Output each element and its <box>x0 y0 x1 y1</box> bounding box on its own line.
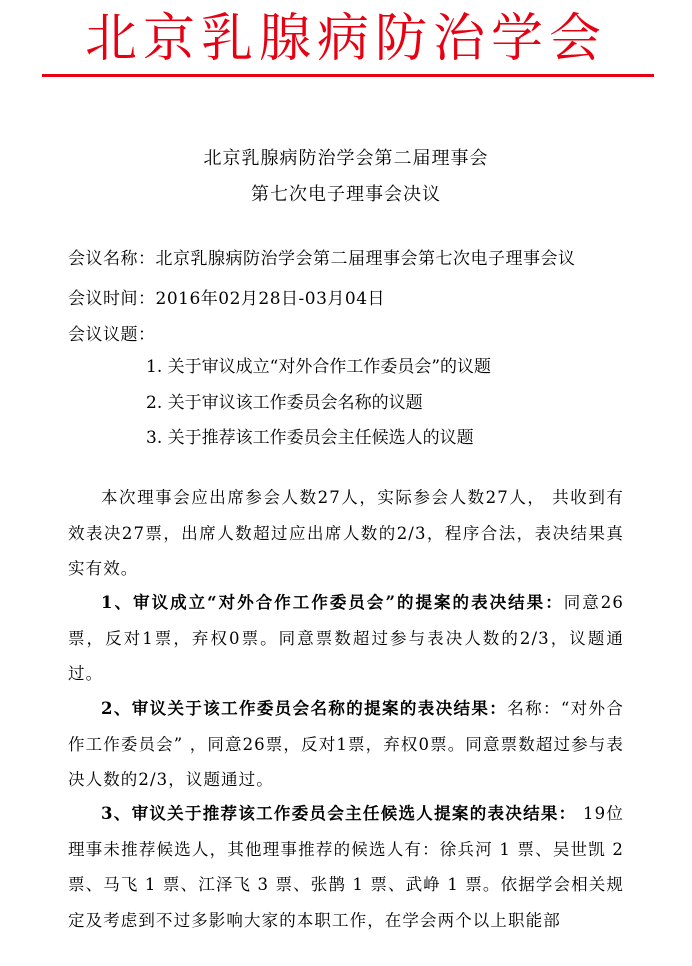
document-title-line-1: 北京乳腺病防治学会第二届理事会 <box>203 148 489 169</box>
meeting-time: 会议时间：2016年02月28日-03月04日 <box>68 289 386 309</box>
letterhead-org-name: 北京乳腺病防治学会 <box>84 9 607 69</box>
result-paragraph-1 <box>68 585 624 692</box>
result-text-3: 19位理事未推荐候选人，其他理事推荐的候选人有：徐兵河 1 票、吴世凯 2 票、马飞 1 票、江泽飞 3 票、张鹊 1 票、武峥 1 票。依据学会相关规定及考虑到不过多影响大家的本职工作，在学会两个以上职能部 <box>68 804 625 930</box>
result-heading-1: 1、审议成立“对外合作工作委员会”的提案的表决结果： <box>101 593 564 612</box>
topic-item: 2. 关于审议该工作委员会名称的议题 <box>146 393 423 413</box>
result-text-1: 同意26票，反对1票，弃权0票。同意票数超过参与表决人数的2/3，议题通过。 <box>68 593 624 683</box>
topics-label: 会议议题： <box>68 325 156 345</box>
meeting-name: 会议名称：北京乳腺病防治学会第二届理事会第七次电子理事会议 <box>68 249 576 269</box>
result-paragraph-3 <box>68 796 624 938</box>
result-text-2: 名称：“对外合作工作委员会” ，同意26票，反对1票，弃权0票。同意票数超过参与表决人数的2/3，议题通过。 <box>68 699 624 789</box>
document-title-line-2: 第七次电子理事会决议 <box>251 184 441 205</box>
attendance-summary: 本次理事会应出席参会人数27人，实际参会人数27人， 共收到有效表决27票，出席人数超过应出席人数的2/3，程序合法，表决结果真实有效。 <box>68 488 624 578</box>
result-paragraph-2 <box>68 691 624 798</box>
result-heading-3: 3、审议关于推荐该工作委员会主任候选人提案的表决结果： <box>101 804 577 823</box>
topic-item: 1. 关于审议成立“对外合作工作委员会”的议题 <box>146 357 492 377</box>
letterhead-divider <box>42 74 654 77</box>
topic-item: 3. 关于推荐该工作委员会主任候选人的议题 <box>146 428 474 448</box>
result-heading-2: 2、审议关于该工作委员会名称的提案的表决结果： <box>101 699 508 718</box>
